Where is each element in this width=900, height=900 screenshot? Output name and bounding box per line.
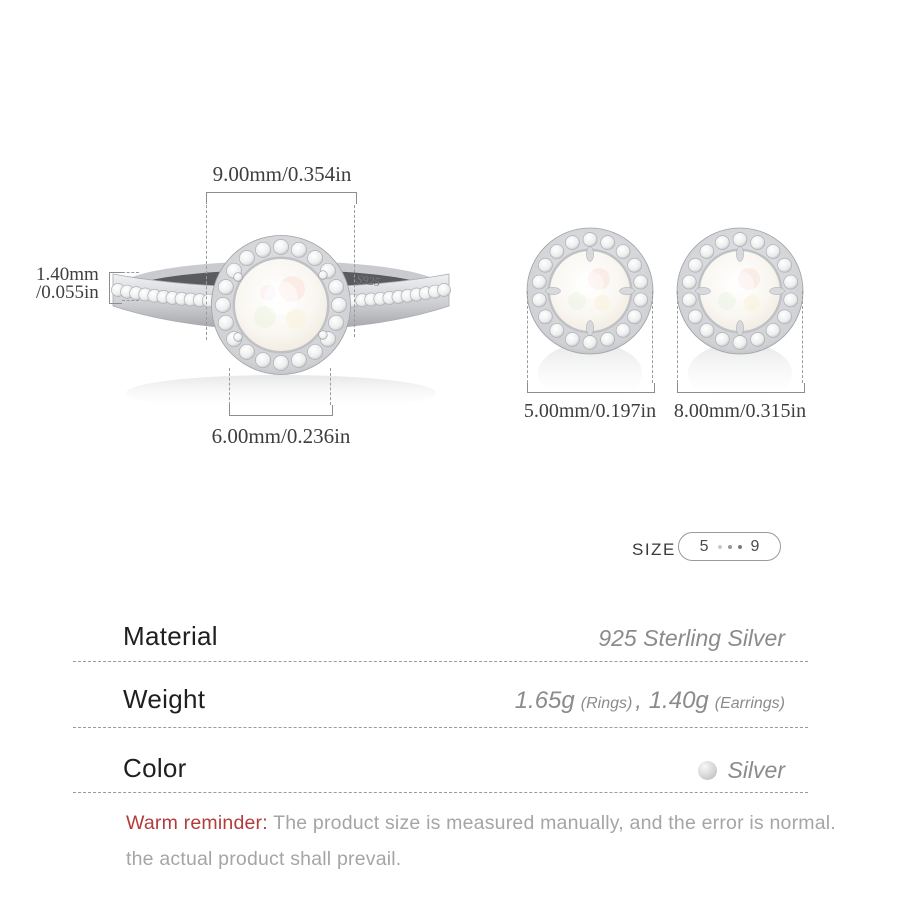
size-label: SIZE xyxy=(632,540,676,559)
spec-row-weight xyxy=(73,662,808,728)
earring-right-guide-l xyxy=(677,291,678,383)
earring-left-guide-l xyxy=(527,291,528,383)
weight-rings-note: (Rings) xyxy=(580,695,633,712)
ring-photo xyxy=(60,195,460,425)
color-label: Color xyxy=(123,753,187,783)
earring-right-size-label: 8.00mm/0.315in xyxy=(673,400,807,422)
stone-width-bracket xyxy=(229,405,333,416)
weight-value xyxy=(515,687,808,715)
earring-right xyxy=(677,228,803,354)
earring-left-size-label: 5.00mm/0.197in xyxy=(523,400,657,422)
material-label: Material xyxy=(123,621,218,651)
band-thickness-bracket xyxy=(109,272,122,304)
weight-earrings-note: (Earrings) xyxy=(714,695,785,712)
stone-width-guide-right xyxy=(330,368,331,405)
ring-width-label: 9.00mm/0.354in xyxy=(212,162,352,186)
color-value xyxy=(698,757,808,784)
ring-engraving: S925 xyxy=(355,272,382,289)
size-range-dots xyxy=(718,545,742,549)
reminder-line1 xyxy=(126,812,836,835)
band-thickness-label: 1.40mm /0.055in xyxy=(36,264,99,303)
ring-width-bracket xyxy=(206,192,357,204)
earring-right-guide-r xyxy=(802,291,803,383)
weight-rings-value: 1.65g xyxy=(514,687,575,714)
warm-reminder xyxy=(126,812,836,871)
silver-color-swatch xyxy=(698,761,717,780)
ring-width-guide-right xyxy=(354,205,355,337)
size-max: 9 xyxy=(750,537,760,555)
ring-width-guide-left xyxy=(206,205,207,340)
earring-left-bracket xyxy=(527,383,655,393)
color-value-text: Silver xyxy=(727,757,785,783)
band-thickness-guide-bottom xyxy=(122,300,139,301)
earring-right-bracket xyxy=(677,383,805,393)
material-value: 925 Sterling Silver xyxy=(598,625,785,651)
weight-separator: , xyxy=(635,687,642,713)
size-min: 5 xyxy=(699,537,709,555)
earring-left-guide-r xyxy=(652,291,653,383)
band-thickness-guide-top xyxy=(122,272,139,273)
reminder-text1: The product size is measured manually, and the error is normal. xyxy=(273,812,836,834)
stone-width-guide-left xyxy=(229,368,230,405)
earring-left xyxy=(527,228,653,354)
reminder-label: Warm reminder: xyxy=(126,812,268,834)
spec-row-material xyxy=(73,600,808,662)
spec-table xyxy=(73,600,808,793)
stone-width-label: 6.00mm/0.236in xyxy=(211,424,351,448)
size-range-pill xyxy=(678,532,781,561)
spec-row-color xyxy=(73,728,808,793)
weight-label: Weight xyxy=(123,684,206,714)
reminder-line2: the actual product shall prevail. xyxy=(126,848,402,870)
weight-earrings-value: 1.40g xyxy=(648,687,709,714)
